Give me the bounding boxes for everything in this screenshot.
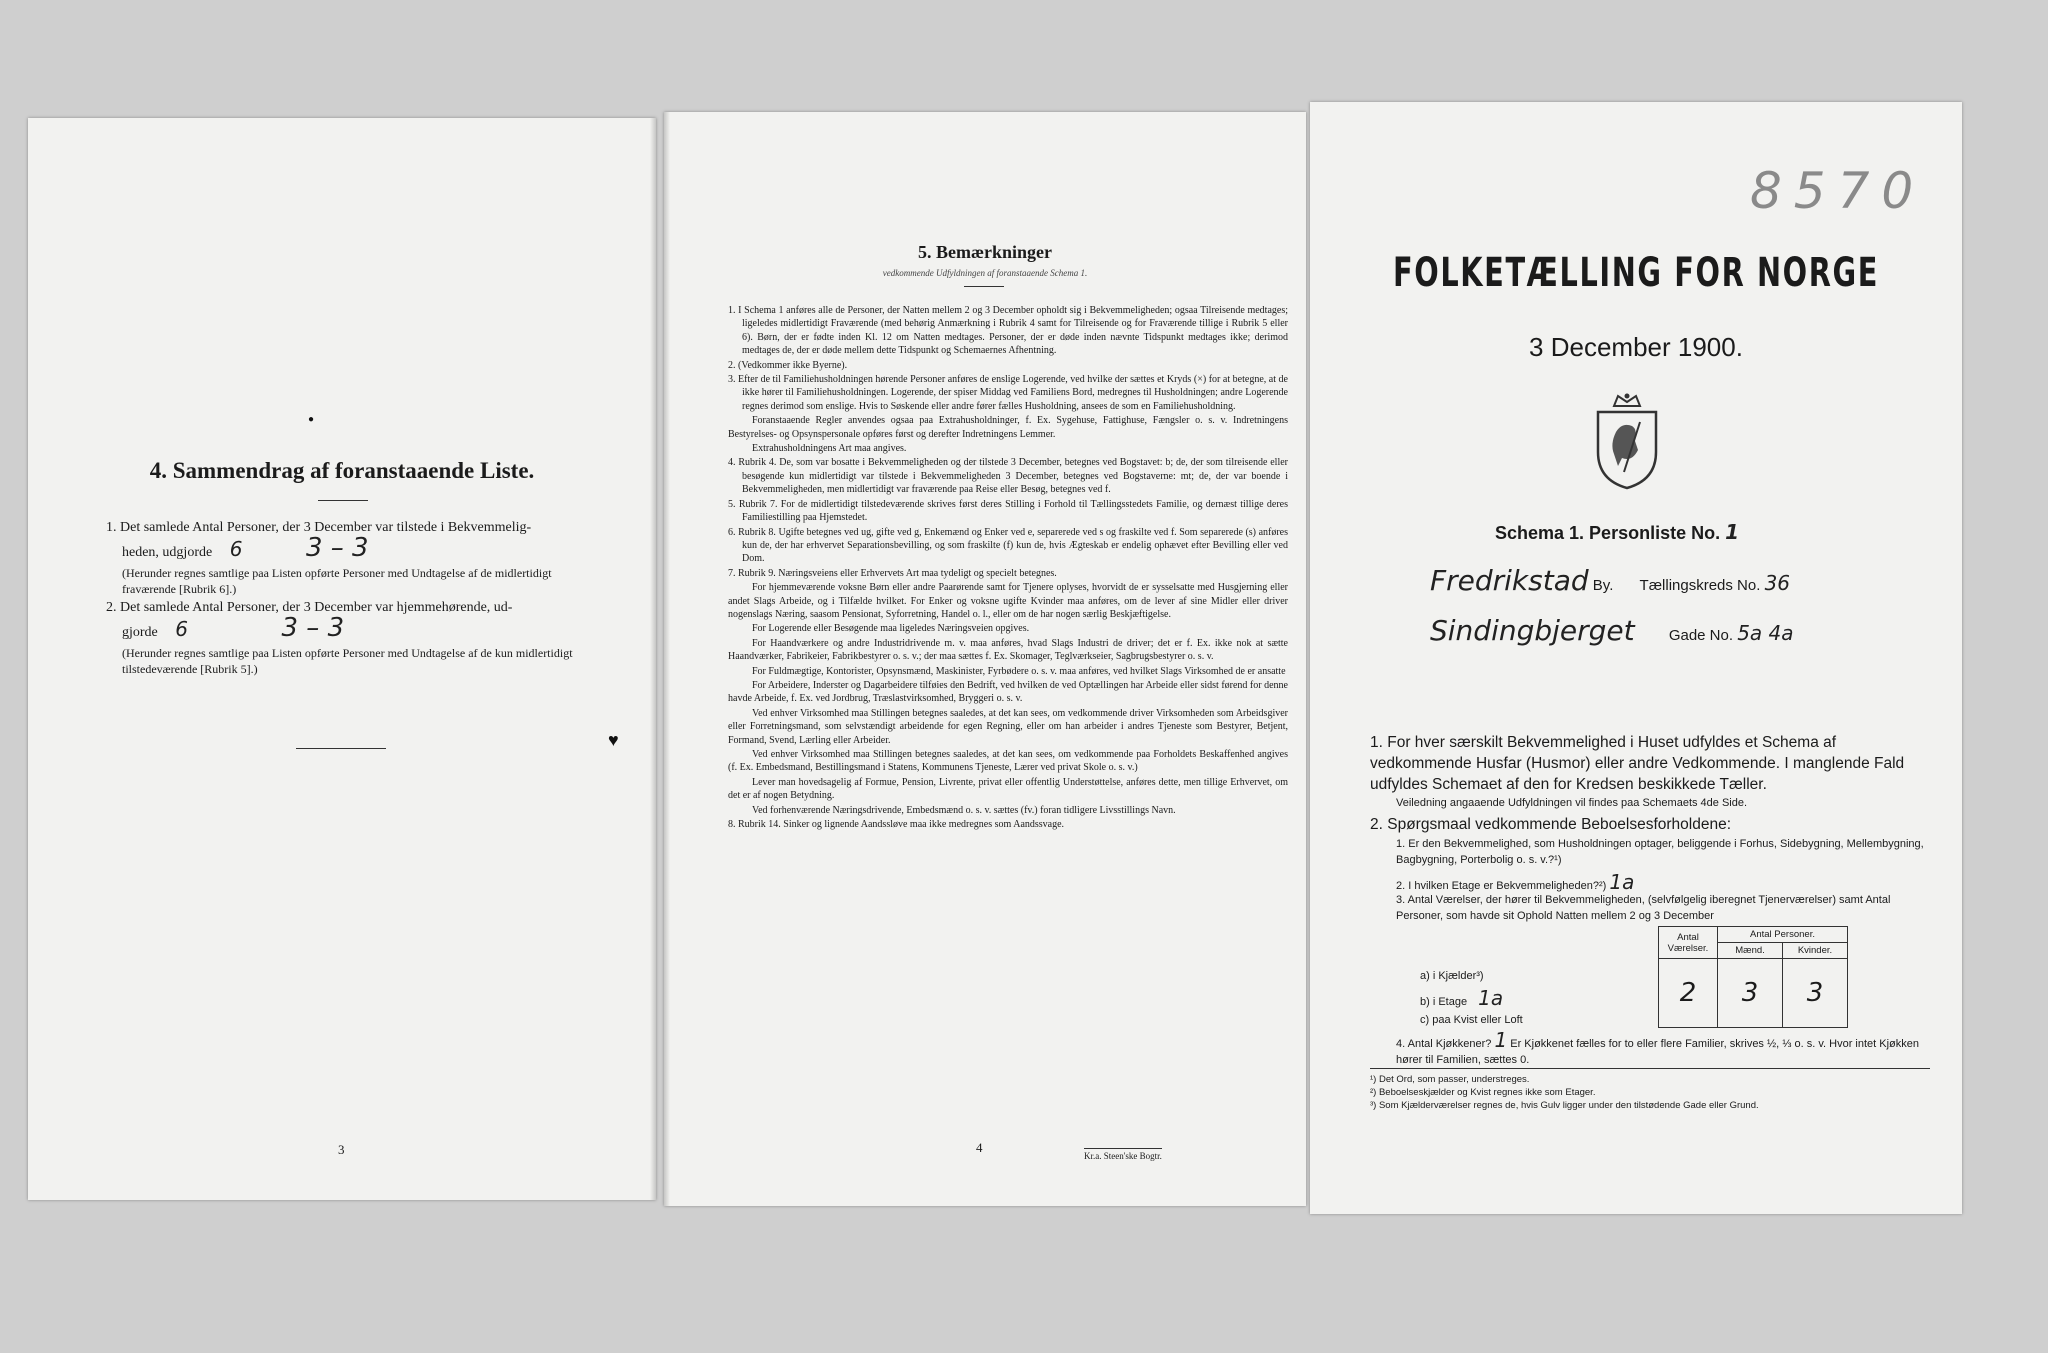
row-etage-label: b) i Etage [1420,996,1468,1008]
footnote-1: ¹) Det Ord, som passer, understreges. [1370,1074,1530,1085]
question-4 [1396,1028,1936,1068]
page-fold-shadow [650,118,656,1200]
col-maend: Mænd. [1718,943,1783,959]
question-4-text: 4. Antal Kjøkkener? [1396,1038,1492,1050]
remark-paragraph: For hjemmeværende voksne Børn eller andre Paarørende samt for Tjenere oplyses, hvorvidt de er sysselsatte med Husgjerning eller andet Slags Arbeide, og i Tilfælde hvilket. For Enker og voksne ugifte Kvinder maa anføres, om de lever af sine Midler eller driver nogenslags Næring, saasom Pensionat, Syforretning, Handel o. l., eller om de har nogen særlig Beskjæftigelse. [728,582,1288,620]
schema-heading [1495,520,1739,544]
city-handwritten: Fredrikstad [1430,564,1589,597]
row-etage [1420,986,1504,1010]
remark-paragraph: 5. Rubrik 7. For de midlertidigt tilstedeværende skrives først deres Stilling i Forhold til Tællingsstedets Familie, og dernæst tillige deres Familiestilling paa Hjemstedet. [728,498,1288,524]
page-right [1310,102,1962,1214]
item2-split: 3 – 3 [281,613,345,643]
row-kvist: c) paa Kvist eller Loft [1420,1014,1523,1026]
summary-item-2 [106,598,606,677]
remark-paragraph: 3. Efter de til Familiehusholdningen hørende Personer anføres de enslige Logerende, ved hvilke der sættes et Kryds (×) for at betegne, at de ikke hører til Familiehusholdningen. Logerende, der spiser Middag ved Familiens Bord, medregnes til Husholdningen; andre Logerende regnes derimod som enslige. Hvis to Søskende eller andre fører fælles Husholdning, ansees de som en Familiehusholdning. [728,374,1288,412]
remark-paragraph: 8. Rubrik 14. Sinker og lignende Aandssløve maa ikke medregnes som Aandssvage. [728,819,1065,831]
instruction-1-note: Veiledning angaaende Udfyldningen vil findes paa Schemaets 4de Side. [1396,797,1748,809]
remarks-body [728,304,1288,832]
summary-item-1 [106,518,606,597]
page-left [28,118,656,1200]
item1-note: (Herunder regnes samtlige paa Listen opførte Personer med Undtagelse af de midlertidigt fraværende [Rubrik 6].) [122,566,552,596]
cell-kvinder: 3 [1783,959,1848,1028]
question-3: 3. Antal Værelser, der hører til Bekvemmeligheden, (selvfølgelig iberegnet Tjenerværelser) samt Antal Personer, som havde sit Ophold Natten mellem 2 og 3 December [1396,894,1891,922]
remark-paragraph: 2. (Vedkommer ikke Byerne). [728,359,848,371]
item1-total: 6 [229,537,243,561]
schema-number: 1 [1725,520,1740,544]
remark-paragraph: Ved enhver Virksomhed maa Stillingen betegnes saaledes, at det kan sees, om vedkommende paa Forholdets Beskaffenhed angives (f. Ex. Embedsmand, Bestillingsmand i Statens, Kommunens Tjeneste, Lærer ved privat Skole o. s. v.) [728,749,1288,774]
row-kjaelder: a) i Kjælder³) [1420,970,1484,982]
item1-split: 3 – 3 [305,533,369,563]
remarks-title: 5. Bemærkninger [918,242,1052,262]
item2-note: (Herunder regnes samtlige paa Listen opførte Personer med Undtagelse af de kun midlertidigt tilstedeværende [Rubrik 5].) [122,646,573,676]
ink-dot: ● [308,414,315,425]
archive-pencil-number: 8570 [1750,162,1926,220]
remark-paragraph: Ved enhver Virksomhed maa Stillingen betegnes saaledes, at det kan sees, om vedkommende driver Virksomheden som Arbeidsgiver eller Forretningsmand, som selvstændigt arbeidende for egen Regning, eller om han arbeider i andres Tjeneste som Bestyrer, Betjent, Formand, Svend, Lærling eller Arbeider. [728,707,1288,746]
row-etage-answer: 1a [1478,986,1504,1010]
col-vaerelser: Antal Værelser. [1659,927,1718,959]
ink-blot: ♥ [608,730,619,750]
remark-paragraph: Foranstaaende Regler anvendes ogsaa paa Extrahusholdninger, f. Ex. Sygehuse, Fattighuse, Fængsler o. s. v. Indretningens Bestyrelses- og Opsynspersonale opføres først og derefter Indretningens Lemmer. [728,415,1288,440]
schema-label: Schema 1. Personliste No. [1495,523,1721,543]
item2-line1: 2. Det samlede Antal Personer, der 3 December var hjemmehørende, ud- [106,600,513,615]
instruction-2-text: 2. Spørgsmaal vedkommende Beboelsesforholdene: [1370,816,1732,833]
item2-total: 6 [175,617,188,641]
kreds-number: 36 [1764,571,1791,595]
title-rule [964,286,1004,287]
col-personer: Antal Personer. [1718,927,1848,943]
remark-paragraph: Ved forhenværende Næringsdrivende, Embedsmænd o. s. v. sættes (fv.) foran tidligere Livsstillings Navn. [752,804,1176,816]
rooms-persons-table [1658,926,1848,1028]
remarks-subtitle: vedkommende Udfyldningen af foranstaaende Schema 1. [882,268,1088,278]
city-line [1430,564,1950,597]
coat-of-arms-icon [1588,392,1666,492]
item2-line2: gjorde [122,625,158,640]
end-rule [296,748,386,749]
remark-paragraph: For Fuldmægtige, Kontorister, Opsynsmænd, Maskinister, Fyrbødere o. s. v. maa anføres, ved hvilket Slags Virksomhed de er ansatte [752,665,1286,677]
remark-paragraph: 1. I Schema 1 anføres alle de Personer, der Natten mellem 2 og 3 December opholdt sig i Bekvemmeligheden; ogsaa Tilreisende medtages; ligeledes midlertidigt Fraværende (med behørig Anmærkning i Rubrik 4 samt for Tilreisende og for Fraværende tillige i Rubrik 5 eller 6). Børn, der er fødte inden Kl. 12 om Natten medtages. Personer, der er døde inden nævnte Tidspunkt medtages ikke; derimod medtages de, der er døde mellem dette Tidspunkt og Schemaernes Afhentning. [728,305,1288,357]
page-middle [664,112,1306,1206]
summary-title: 4. Sammendrag af foranstaaende Liste. [149,458,535,483]
item1-line2: heden, udgjorde [122,545,213,560]
instruction-2 [1370,814,1930,835]
col-kvinder: Kvinder. [1783,943,1848,959]
census-date: 3 December 1900. [1529,332,1743,362]
question-2-text: 2. I hvilken Etage er Bekvemmeligheden?²) [1396,880,1607,892]
item1-line1: 1. Det samlede Antal Personer, der 3 December var tilstede i Bekvemmelig- [106,520,532,535]
remark-paragraph: 7. Rubrik 9. Næringsveiens eller Erhvervets Art maa tydeligt og specielt betegnes. [728,567,1057,579]
remark-paragraph: Lever man hovedsagelig af Formue, Pension, Livrente, privat eller offentlig Understøttelse, anføres dette, men tillige Erhvervet, om det er af nogen Betydning. [728,776,1288,802]
remark-paragraph: 4. Rubrik 4. De, som var bosatte i Bekvemmeligheden og der tilstede 3 December, betegnes ved Bogstavet: b; de, der som tilreisende eller besøgende kun midlertidigt var tilstede i Bekvemmeligheden 3 December, betegnes ved Bogstaverne: mt; de, der var boende i Bekvemmeligheden, men midlertidigt var fraværende paa Reise eller Besøg, betegnes ved f. [728,457,1288,496]
street-line [1430,614,1950,647]
remark-paragraph: For Haandværkere og andre Industridrivende m. v. maa anføres, hvad Slags Industri de driver; det er f. Ex. ikke nok at sætte Haandværker, Fabrikeier, Fabrikbestyrer o. s. v.; der maa sættes f. Ex. Skomager, Teglværkseier, Sagbrugsbestyrer o. s. v. [728,637,1288,663]
by-label: By. [1592,577,1614,594]
question-2 [1396,870,1936,894]
instruction-1 [1370,732,1930,811]
footnote-3: ³) Som Kjælderværelser regnes de, hvis Gulv ligger under den tilstødende Gade eller Grund. [1370,1100,1759,1111]
page-number: 3 [338,1142,345,1157]
question-4-rest: Er Kjøkkenet fælles for to eller flere Familier, skrives ½, ⅓ o. s. v. Hvor intet Kjøkken hører til Familien, sættes 0. [1396,1038,1920,1066]
street-handwritten: Sindingbjerget [1430,614,1635,647]
gade-number: 5a 4a [1737,621,1794,645]
kreds-label: Tællingskreds No. [1639,577,1761,594]
remark-paragraph: Extrahusholdningens Art maa angives. [752,443,907,455]
census-title: FOLKETÆLLING FOR NORGE [1392,250,1880,296]
footnote-2: ²) Beboelseskjælder og Kvist regnes ikke som Etager. [1370,1087,1596,1098]
question-2-answer: 1a [1609,870,1635,894]
remark-paragraph: For Logerende eller Besøgende maa ligeledes Næringsveien opgives. [752,623,1030,635]
question-1: 1. Er den Bekvemmelighed, som Husholdningen optager, beliggende i Forhus, Sidebygning, Mellembygning, Bagbygning, Porterbolig o. s. v.?¹) [1396,838,1924,866]
instruction-1-text: 1. For hver særskilt Bekvemmelighed i Huset udfyldes et Schema af vedkommende Husfar (Husmor) eller andre Vedkommende. I manglende Fald udfyldes Schemaet af den for Kredsen beskikkede Tæller. [1370,734,1905,793]
printer-imprint: Kr.a. Steen'ske Bogtr. [1084,1148,1162,1161]
question-4-answer: 1 [1494,1028,1508,1052]
cell-maend: 3 [1718,959,1783,1028]
gade-label: Gade No. [1668,627,1734,644]
remark-paragraph: 6. Rubrik 8. Ugifte betegnes ved ug, gifte ved g, Enkemænd og Enker ved e, separerede ved s og fraskilte ved f. Som separerede (s) anføres kun de, der har erhvervet Separationsbevilling, og som fraskilte (f) kun de, hvis Ægteskab er endelig ophævet efter Bevilling eller ved Dom. [728,526,1288,565]
title-rule [318,500,368,501]
cell-vaerelser: 2 [1659,959,1718,1028]
page-number: 4 [976,1140,983,1155]
remark-paragraph: For Arbeidere, Inderster og Dagarbeidere tilføies den Bedrift, ved hvilken de ved Optællingen har Arbeide eller sidst førend for denne havde Arbeide, f. Ex. ved Jordbrug, Træslastvirksomhed, Bryggeri o. s. v. [728,679,1288,705]
footnotes [1370,1068,1930,1112]
